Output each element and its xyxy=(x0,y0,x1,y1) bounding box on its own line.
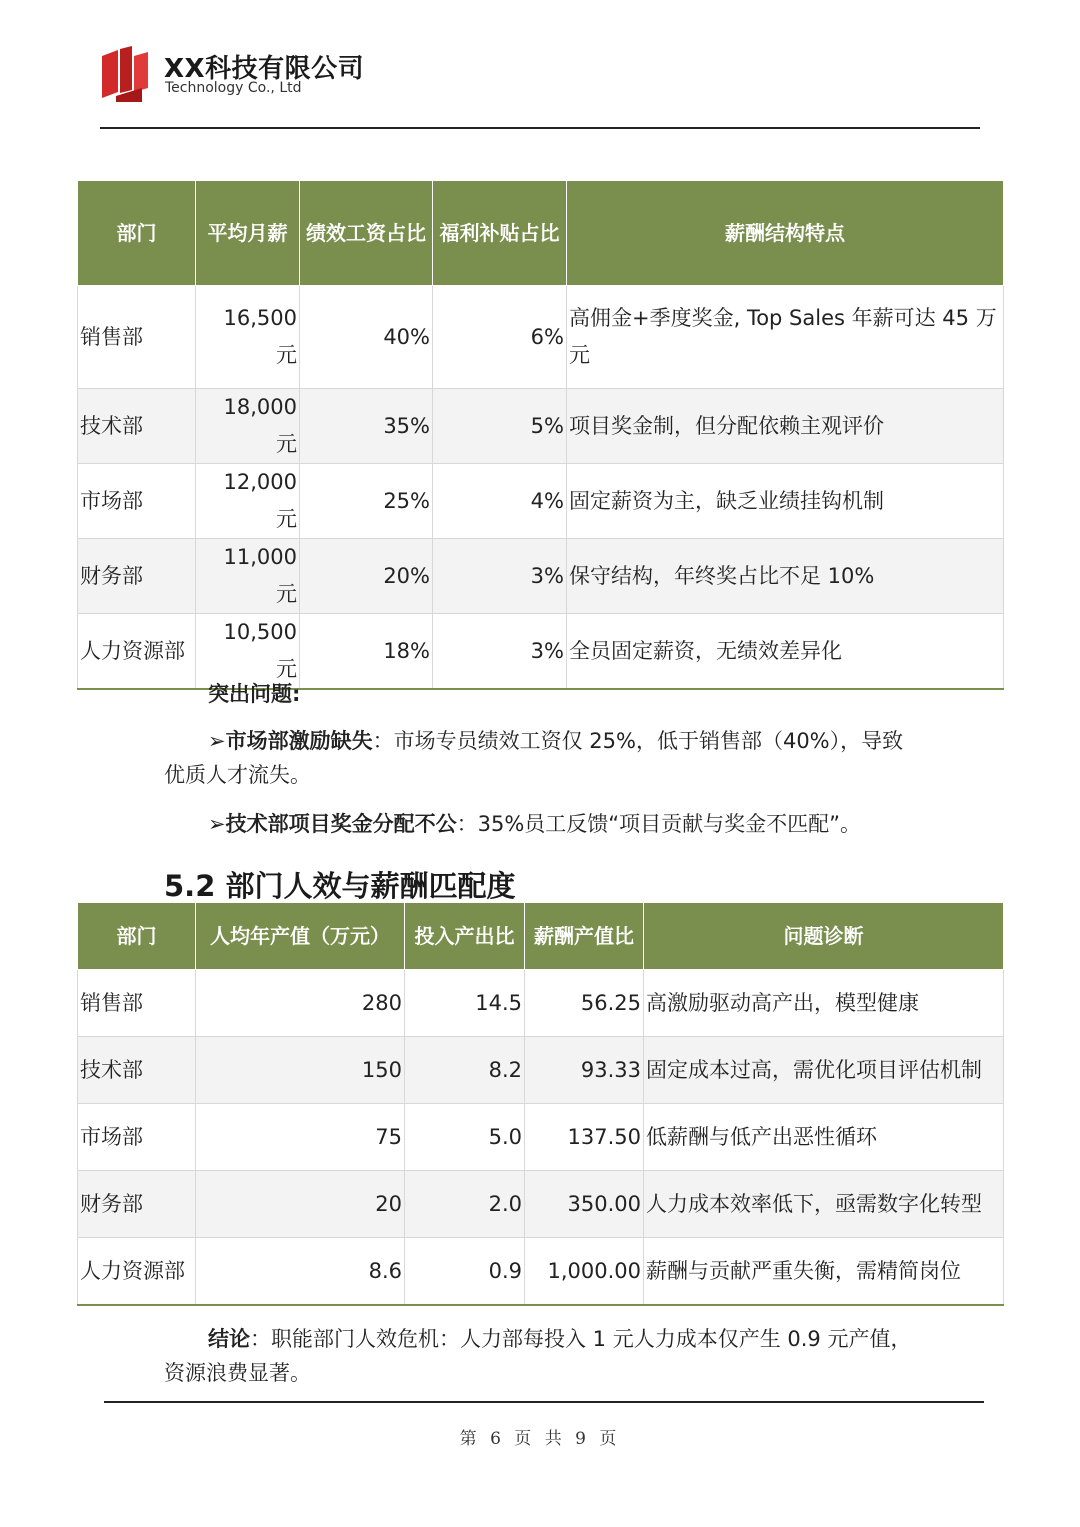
table-row xyxy=(78,1104,1004,1171)
output-cell: 150 xyxy=(196,1037,405,1104)
table-header-row xyxy=(78,181,1004,286)
performance-ratio-cell: 18% xyxy=(300,614,433,690)
welfare-ratio-cell: 4% xyxy=(433,464,567,539)
performance-ratio-cell: 20% xyxy=(300,539,433,614)
dept-cell: 销售部 xyxy=(78,970,196,1037)
roi-cell: 2.0 xyxy=(405,1171,525,1238)
structure-note-cell: 高佣金+季度奖金, Top Sales 年薪可达 45 万元 xyxy=(567,286,1004,389)
pay-output-ratio-cell: 137.50 xyxy=(525,1104,644,1171)
dept-cell: 市场部 xyxy=(78,1104,196,1171)
conclusion-text: ：职能部门人效危机：人力部每投入 1 元人力成本仅产生 0.9 元产值，资源浪费显著。 xyxy=(164,1327,912,1385)
performance-ratio-cell: 40% xyxy=(300,286,433,389)
welfare-ratio-cell: 3% xyxy=(433,614,567,690)
table-row xyxy=(78,1238,1004,1306)
pay-output-ratio-cell: 350.00 xyxy=(525,1171,644,1238)
salary-cell: 10,500 元 xyxy=(196,614,300,690)
diagnosis-cell: 高激励驱动高产出，模型健康 xyxy=(644,970,1004,1037)
conclusion-label: 结论 xyxy=(208,1327,250,1351)
salary-cell: 18,000 元 xyxy=(196,389,300,464)
structure-note-cell: 项目奖金制，但分配依赖主观评价 xyxy=(567,389,1004,464)
dept-cell: 人力资源部 xyxy=(78,614,196,690)
table-row xyxy=(78,389,1004,464)
table-row xyxy=(78,539,1004,614)
column-header: 平均月薪 xyxy=(196,181,300,286)
roi-cell: 5.0 xyxy=(405,1104,525,1171)
table-row xyxy=(78,286,1004,389)
issue-item xyxy=(164,724,924,792)
column-header: 部门 xyxy=(78,903,196,970)
issue-text: ：35%员工反馈“项目贡献与奖金不匹配”。 xyxy=(456,812,862,836)
table-row xyxy=(78,970,1004,1037)
column-header: 投入产出比 xyxy=(405,903,525,970)
diagnosis-cell: 低薪酬与低产出恶性循环 xyxy=(644,1104,1004,1171)
company-name: XX科技有限公司 xyxy=(164,54,365,84)
column-header: 部门 xyxy=(78,181,196,286)
table-row xyxy=(78,1171,1004,1238)
header-divider xyxy=(100,127,980,129)
output-cell: 20 xyxy=(196,1171,405,1238)
roi-cell: 0.9 xyxy=(405,1238,525,1306)
column-header: 薪酬产值比 xyxy=(525,903,644,970)
issue-item xyxy=(208,807,861,841)
table-row xyxy=(78,464,1004,539)
dept-cell: 人力资源部 xyxy=(78,1238,196,1306)
welfare-ratio-cell: 6% xyxy=(433,286,567,389)
welfare-ratio-cell: 5% xyxy=(433,389,567,464)
dept-cell: 市场部 xyxy=(78,464,196,539)
dept-cell: 销售部 xyxy=(78,286,196,389)
pay-output-ratio-cell: 93.33 xyxy=(525,1037,644,1104)
dept-cell: 财务部 xyxy=(78,1171,196,1238)
bullet-arrow-icon: ➢ xyxy=(208,729,226,753)
table-row xyxy=(78,1037,1004,1104)
issues-title: 突出问题: xyxy=(208,682,301,706)
column-header: 问题诊断 xyxy=(644,903,1004,970)
company-subtitle: Technology Co., Ltd xyxy=(165,80,302,96)
column-header: 薪酬结构特点 xyxy=(567,181,1004,286)
issue-text: ：市场专员绩效工资仅 25%，低于销售部（40%），导致优质人才流失。 xyxy=(164,729,904,787)
section-title: 5.2 部门人效与薪酬匹配度 xyxy=(164,869,516,903)
dept-cell: 财务部 xyxy=(78,539,196,614)
issue-heading: 市场部激励缺失 xyxy=(225,729,373,753)
pay-output-ratio-cell: 1,000.00 xyxy=(525,1238,644,1306)
diagnosis-cell: 固定成本过高，需优化项目评估机制 xyxy=(644,1037,1004,1104)
performance-ratio-cell: 25% xyxy=(300,464,433,539)
salary-structure-table xyxy=(77,180,1004,690)
output-cell: 280 xyxy=(196,970,405,1037)
output-cell: 75 xyxy=(196,1104,405,1171)
salary-cell: 12,000 元 xyxy=(196,464,300,539)
efficiency-match-table xyxy=(77,902,1004,1306)
table-header-row xyxy=(78,903,1004,970)
salary-cell: 11,000 元 xyxy=(196,539,300,614)
welfare-ratio-cell: 3% xyxy=(433,539,567,614)
structure-note-cell: 保守结构，年终奖占比不足 10% xyxy=(567,539,1004,614)
salary-cell: 16,500 元 xyxy=(196,286,300,389)
diagnosis-cell: 人力成本效率低下，亟需数字化转型 xyxy=(644,1171,1004,1238)
issue-heading: 技术部项目奖金分配不公 xyxy=(225,812,457,836)
dept-cell: 技术部 xyxy=(78,1037,196,1104)
structure-note-cell: 固定薪资为主，缺乏业绩挂钩机制 xyxy=(567,464,1004,539)
performance-ratio-cell: 35% xyxy=(300,389,433,464)
structure-note-cell: 全员固定薪资，无绩效差异化 xyxy=(567,614,1004,690)
roi-cell: 14.5 xyxy=(405,970,525,1037)
pay-output-ratio-cell: 56.25 xyxy=(525,970,644,1037)
footer-divider xyxy=(104,1401,984,1403)
page-number: 第 6 页 共 9 页 xyxy=(459,1429,621,1449)
column-header: 绩效工资占比 xyxy=(300,181,433,286)
column-header: 人均年产值（万元） xyxy=(196,903,405,970)
company-logo-icon xyxy=(102,46,150,102)
conclusion-paragraph xyxy=(164,1322,924,1390)
diagnosis-cell: 薪酬与贡献严重失衡，需精简岗位 xyxy=(644,1238,1004,1306)
roi-cell: 8.2 xyxy=(405,1037,525,1104)
dept-cell: 技术部 xyxy=(78,389,196,464)
column-header: 福利补贴占比 xyxy=(433,181,567,286)
output-cell: 8.6 xyxy=(196,1238,405,1306)
bullet-arrow-icon: ➢ xyxy=(208,812,226,836)
